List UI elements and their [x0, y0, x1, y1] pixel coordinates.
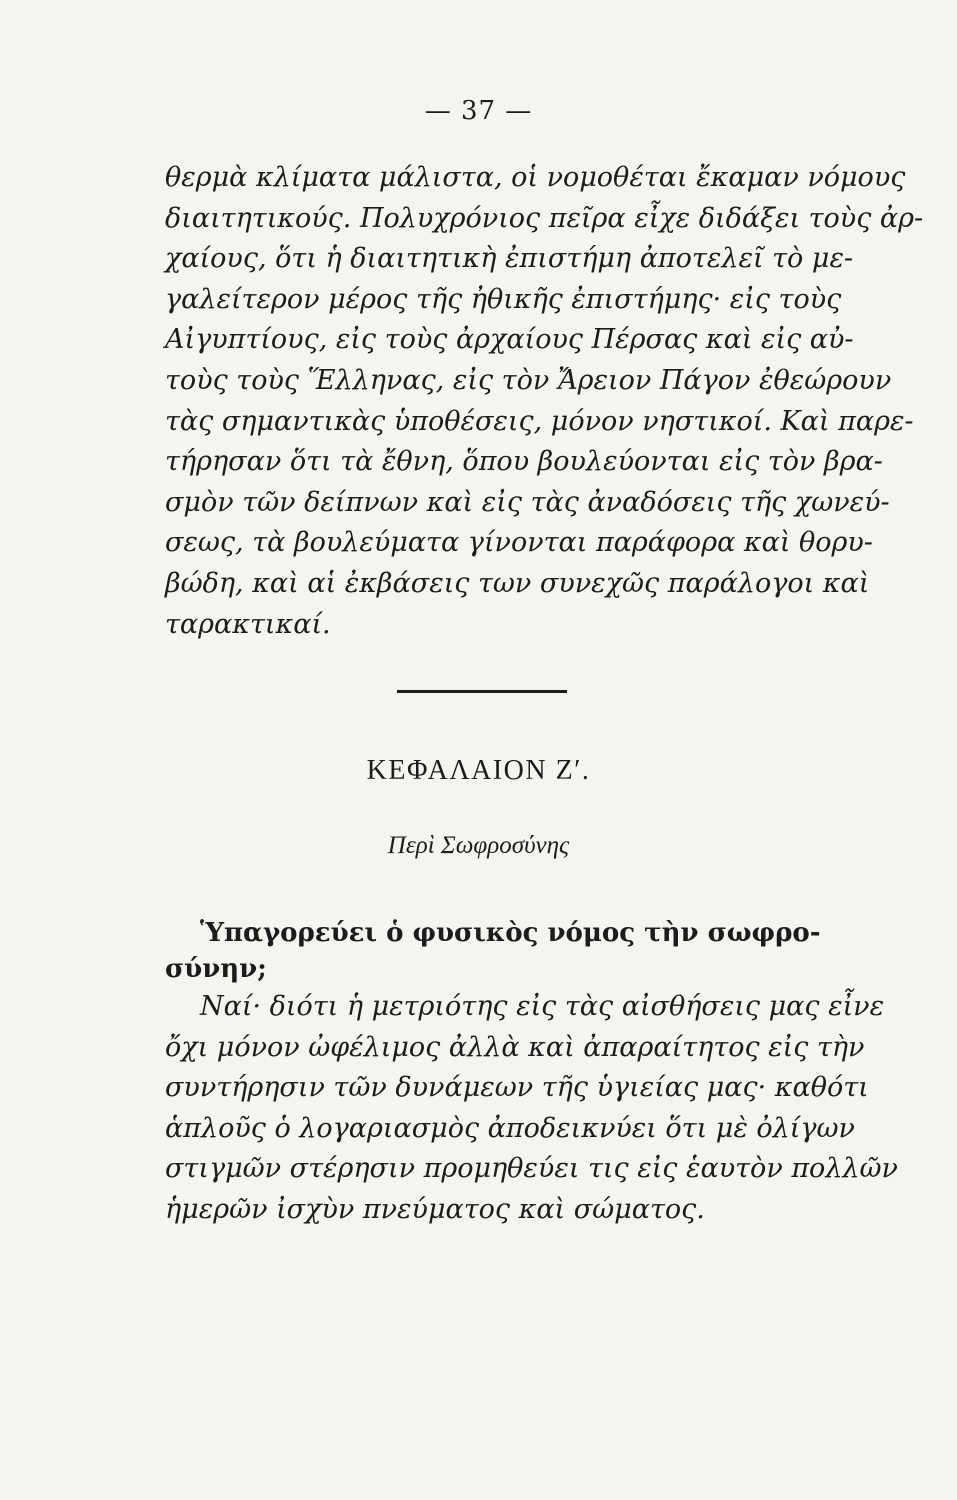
text-line: Αἰγυπτίους, εἰς τοὺς ἀρχαίους Πέρσας καὶ εἰς αὐ-: [165, 324, 854, 356]
text-line: στιγμῶν στέρησιν προμηθεύει τις εἰς ἑαυτὸν πολλῶν: [165, 1153, 898, 1185]
section-divider: [397, 690, 567, 693]
question-line: Ὑπαγορεύει ὁ φυσικὸς νόμος τὴν σωφρο-: [200, 918, 821, 948]
text-line: ὄχι μόνον ὠφέλιμος ἀλλὰ καὶ ἀπαραίτητος εἰς τὴν: [165, 1031, 865, 1063]
text-line: σεως, τὰ βουλεύματα γίνονται παράφορα καὶ θορυ-: [165, 527, 873, 559]
text-line: Ναί· διότι ἡ μετριότης εἰς τὰς αἰσθήσεις μας εἶνε: [200, 991, 885, 1022]
text-line: βώδη, καὶ αἱ ἐκβάσεις των συνεχῶς παράλογοι καὶ: [165, 567, 870, 599]
text-line: χαίους, ὅτι ἡ διαιτητικὴ ἐπιστήμη ἀποτελεῖ τὸ με-: [165, 243, 854, 275]
chapter-subtitle: Περὶ Σωφροσύνης: [387, 832, 570, 859]
page-number: — 37 —: [424, 96, 533, 126]
text-line: ἁπλοῦς ὁ λογαριασμὸς ἀποδεικνύει ὅτι μὲ ὀλίγων: [165, 1112, 855, 1144]
text-line: διαιτητικούς. Πολυχρόνιος πεῖρα εἶχε διδάξει τοὺς ἀρ-: [165, 202, 924, 234]
text-line: τήρησαν ὅτι τὰ ἔθνη, ὅπου βουλεύονται εἰς τὸν βρα-: [165, 446, 883, 478]
text-line: τὰς σημαντικὰς ὑποθέσεις, μόνον νηστικοί. Καὶ παρε-: [165, 405, 914, 437]
text-line: τοὺς τοὺς Ἕλληνας, εἰς τὸν Ἄρειον Πάγον ἐθεώρουν: [165, 364, 892, 396]
question-line: σύνην;: [165, 954, 267, 984]
question-heading: [165, 915, 820, 987]
text-line: ταρακτικαί.: [165, 608, 331, 640]
chapter-title: ΚΕΦΑΛΑΙΟΝ Ζ′.: [366, 755, 591, 786]
paragraph-2: [165, 987, 898, 1231]
text-line: σμὸν τῶν δείπνων καὶ εἰς τὰς ἀναδόσεις τῆς χωνεύ-: [165, 486, 890, 518]
paragraph-1: [165, 158, 924, 645]
text-line: θερμὰ κλίματα μάλιστα, οἱ νομοθέται ἔκαμαν νόμους: [165, 162, 906, 193]
text-line: συντήρησιν τῶν δυνάμεων τῆς ὑγιείας μας· καθότι: [165, 1072, 869, 1104]
text-line: γαλείτερον μέρος τῆς ἠθικῆς ἐπιστήμης· εἰς τοὺς: [165, 283, 842, 315]
text-line: ἡμερῶν ἰσχὺν πνεύματος καὶ σώματος.: [165, 1193, 705, 1225]
